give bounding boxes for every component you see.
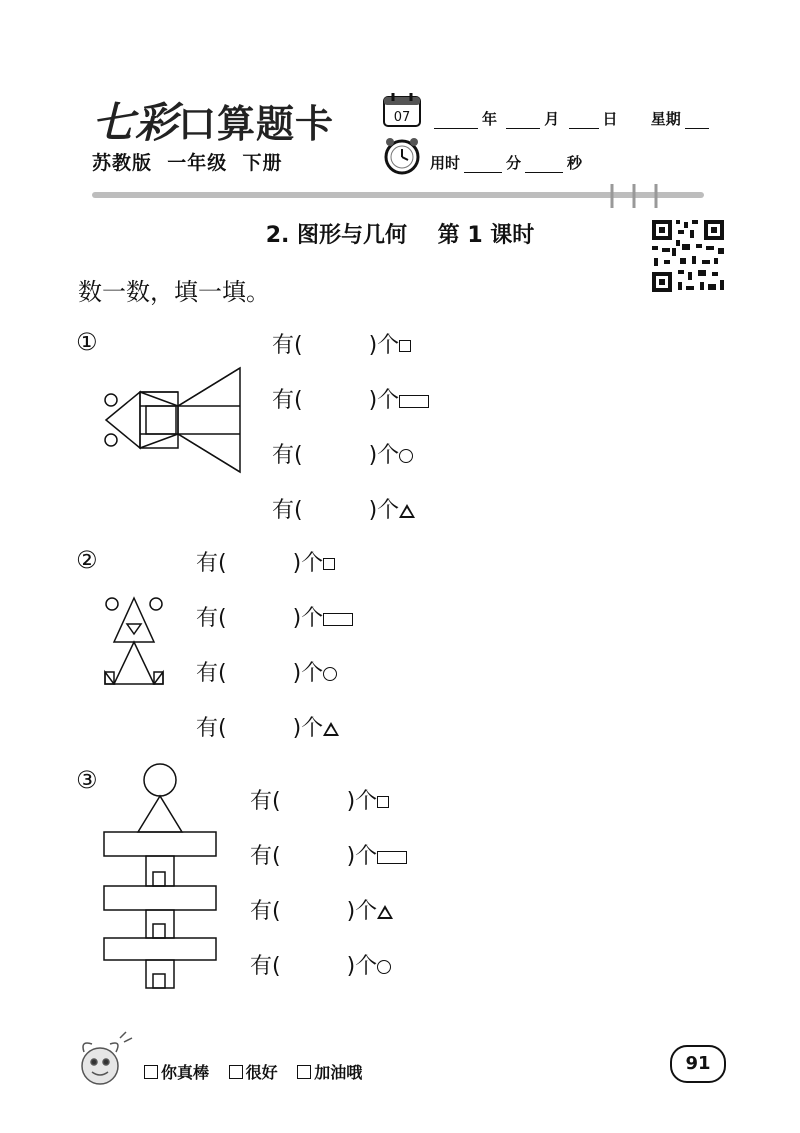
page-number: 91	[670, 1045, 726, 1083]
problem-3-answers	[250, 784, 407, 1004]
edition-label: 苏教版 一年级 下册	[92, 152, 283, 174]
brand-script: 七彩	[92, 98, 179, 147]
problem-number: ③	[76, 766, 98, 794]
year-blank[interactable]	[434, 114, 478, 129]
calendar-day: 07	[393, 110, 411, 125]
answer-row-triangle: 有( )个	[196, 711, 353, 766]
fish-figure	[100, 366, 246, 480]
answer-row-triangle: 有( )个	[272, 493, 429, 548]
answer-row-circle: 有( )个	[196, 656, 353, 711]
problem-1-answers	[272, 328, 429, 548]
instruction: 数一数，填一填。	[78, 278, 270, 306]
spiral-rings	[604, 180, 674, 214]
circle-icon	[323, 667, 337, 681]
circle-icon	[399, 449, 413, 463]
doll-figure	[100, 594, 170, 688]
answer-row-square: 有( )个	[196, 546, 353, 601]
rating-options	[144, 1060, 376, 1083]
circle-icon	[377, 960, 391, 974]
rectangle-icon	[323, 613, 353, 626]
day-label: 日	[602, 110, 618, 128]
square-icon	[377, 796, 389, 808]
brand-block: 口算题卡	[178, 101, 335, 146]
answer-row-square: 有( )个	[272, 328, 429, 383]
checkbox-icon[interactable]	[297, 1065, 311, 1079]
day-blank[interactable]	[569, 114, 599, 129]
problem-2-answers	[196, 546, 353, 766]
minute-label: 分	[506, 154, 522, 172]
rectangle-icon	[377, 851, 407, 864]
rating-option[interactable]: 加油哦	[297, 1063, 362, 1082]
answer-row-rectangle: 有( )个	[272, 383, 429, 438]
second-label: 秒	[567, 154, 583, 172]
answer-row-square: 有( )个	[250, 784, 407, 839]
triangle-icon	[399, 504, 415, 518]
rectangle-icon	[399, 395, 429, 408]
time-fields	[430, 152, 582, 173]
square-icon	[399, 340, 411, 352]
answer-row-triangle: 有( )个	[250, 894, 407, 949]
problem-number: ②	[76, 546, 98, 574]
qr-code-icon[interactable]	[650, 218, 726, 294]
month-label: 月	[544, 110, 560, 128]
year-label: 年	[482, 110, 498, 128]
triangle-icon	[377, 905, 393, 919]
rating-option[interactable]: 很好	[229, 1063, 278, 1082]
brand-title	[92, 90, 334, 150]
triangle-icon	[323, 722, 339, 736]
weekday-blank[interactable]	[685, 114, 709, 129]
lesson-title: 2. 图形与几何 第 1 课时	[265, 223, 535, 248]
calendar-icon	[382, 92, 422, 128]
answer-row-circle: 有( )个	[272, 438, 429, 493]
rating-option[interactable]: 你真棒	[144, 1063, 209, 1082]
time-used-label: 用时	[430, 154, 461, 172]
answer-row-circle: 有( )个	[250, 949, 407, 1004]
answer-row-rectangle: 有( )个	[250, 839, 407, 894]
minute-blank[interactable]	[464, 158, 502, 173]
problem-number: ①	[76, 328, 98, 356]
square-icon	[323, 558, 335, 570]
checkbox-icon[interactable]	[144, 1065, 158, 1079]
weekday-label: 星期	[650, 110, 681, 128]
second-blank[interactable]	[525, 158, 563, 173]
tower-figure	[100, 760, 224, 992]
checkbox-icon[interactable]	[229, 1065, 243, 1079]
mascot-icon	[70, 1030, 134, 1094]
answer-row-rectangle: 有( )个	[196, 601, 353, 656]
date-fields	[430, 108, 713, 129]
month-blank[interactable]	[506, 114, 540, 129]
clock-icon	[382, 136, 422, 176]
